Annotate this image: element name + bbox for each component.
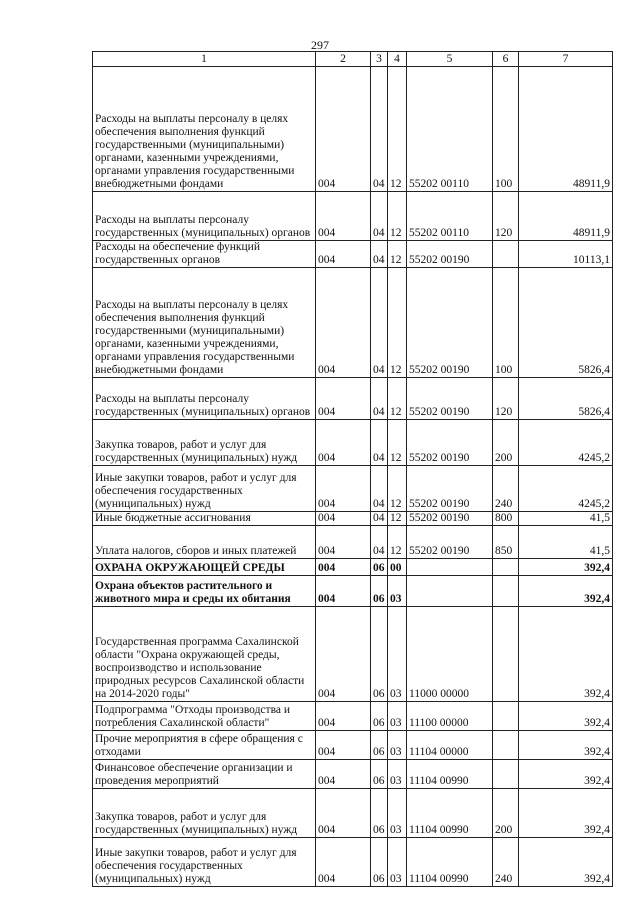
expense-name-cell: Финансовое обеспечение организации и проведения мероприятий	[93, 760, 316, 789]
table-row	[93, 192, 613, 241]
section-code-cell: 04	[371, 268, 388, 378]
expense-name-cell: Иные закупки товаров, работ и услуг для обеспечения государственных (муниципальных) нужд	[93, 838, 316, 887]
department-code-cell: 004	[316, 192, 371, 241]
subsection-code-cell: 00	[388, 559, 407, 576]
amount-cell: 4245,2	[519, 466, 613, 512]
target-article-cell: 55202 00190	[407, 268, 493, 378]
amount-cell: 4245,2	[519, 420, 613, 466]
department-code-cell: 004	[316, 420, 371, 466]
section-code-cell: 04	[371, 466, 388, 512]
expense-name-cell: Иные бюджетные ассигнования	[93, 512, 316, 526]
subsection-code-cell: 12	[388, 378, 407, 420]
department-code-cell: 004	[316, 789, 371, 838]
amount-cell: 392,4	[519, 760, 613, 789]
expense-name-cell: Охрана объектов растительного и животного мира и среды их обитания	[93, 576, 316, 607]
section-code-cell: 06	[371, 576, 388, 607]
table-row	[93, 67, 613, 192]
department-code-cell: 004	[316, 731, 371, 760]
department-code-cell: 004	[316, 760, 371, 789]
subsection-code-cell: 03	[388, 789, 407, 838]
column-header: 5	[407, 52, 493, 67]
section-code-cell: 06	[371, 702, 388, 731]
expense-name-cell: Расходы на выплаты персоналу государственных (муниципальных) органов	[93, 192, 316, 241]
expense-name-cell: Расходы на выплаты персоналу в целях обеспечения выполнения функций государственными (муниципальными) органами, казенными учреждениями, органами управления государственными внебюджетными фондами	[93, 67, 316, 192]
subsection-code-cell: 12	[388, 526, 407, 559]
column-header: 4	[388, 52, 407, 67]
expense-type-cell: 240	[493, 466, 519, 512]
subsection-code-cell: 03	[388, 731, 407, 760]
header-row	[93, 52, 613, 67]
subsection-code-cell: 12	[388, 466, 407, 512]
column-header: 3	[371, 52, 388, 67]
amount-cell: 392,4	[519, 838, 613, 887]
expense-type-cell: 800	[493, 512, 519, 526]
amount-cell: 392,4	[519, 789, 613, 838]
department-code-cell: 004	[316, 607, 371, 702]
table-row	[93, 466, 613, 512]
table-row	[93, 526, 613, 559]
amount-cell: 392,4	[519, 731, 613, 760]
section-code-cell: 04	[371, 420, 388, 466]
subsection-code-cell: 12	[388, 67, 407, 192]
expense-type-cell: 200	[493, 789, 519, 838]
table-row	[93, 241, 613, 268]
table-row	[93, 838, 613, 887]
expense-name-cell: Государственная программа Сахалинской области "Охрана окружающей среды, воспроизводство и использование природных ресурсов Сахалинской области на 2014-2020 годы"	[93, 607, 316, 702]
expense-name-cell: Расходы на выплаты персоналу государственных (муниципальных) органов	[93, 378, 316, 420]
table-row	[93, 731, 613, 760]
target-article-cell: 55202 00190	[407, 420, 493, 466]
section-code-cell: 04	[371, 192, 388, 241]
subsection-code-cell: 03	[388, 576, 407, 607]
department-code-cell: 004	[316, 838, 371, 887]
expense-type-cell	[493, 241, 519, 268]
expense-type-cell	[493, 559, 519, 576]
section-code-cell: 06	[371, 838, 388, 887]
department-code-cell: 004	[316, 559, 371, 576]
amount-cell: 48911,9	[519, 192, 613, 241]
subsection-code-cell: 03	[388, 838, 407, 887]
column-header: 2	[316, 52, 371, 67]
section-code-cell: 06	[371, 789, 388, 838]
subsection-code-cell: 12	[388, 512, 407, 526]
expense-type-cell	[493, 576, 519, 607]
subsection-code-cell: 03	[388, 607, 407, 702]
table-row	[93, 576, 613, 607]
amount-cell: 41,5	[519, 526, 613, 559]
target-article-cell	[407, 576, 493, 607]
amount-cell: 41,5	[519, 512, 613, 526]
expense-type-cell: 100	[493, 67, 519, 192]
department-code-cell: 004	[316, 466, 371, 512]
section-code-cell: 04	[371, 67, 388, 192]
column-header: 7	[519, 52, 613, 67]
section-code-cell: 06	[371, 607, 388, 702]
table-row	[93, 268, 613, 378]
target-article-cell: 11104 00990	[407, 838, 493, 887]
subsection-code-cell: 12	[388, 268, 407, 378]
column-header: 1	[93, 52, 316, 67]
department-code-cell: 004	[316, 378, 371, 420]
subsection-code-cell: 12	[388, 241, 407, 268]
department-code-cell: 004	[316, 241, 371, 268]
expense-name-cell: Закупка товаров, работ и услуг для государственных (муниципальных) нужд	[93, 789, 316, 838]
section-code-cell: 06	[371, 760, 388, 789]
expense-type-cell	[493, 760, 519, 789]
section-code-cell: 04	[371, 241, 388, 268]
expense-name-cell: Иные закупки товаров, работ и услуг для обеспечения государственных (муниципальных) нужд	[93, 466, 316, 512]
target-article-cell: 55202 00190	[407, 466, 493, 512]
subsection-code-cell: 03	[388, 760, 407, 789]
department-code-cell: 004	[316, 526, 371, 559]
table-row	[93, 512, 613, 526]
target-article-cell: 11000 00000	[407, 607, 493, 702]
target-article-cell: 55202 00190	[407, 526, 493, 559]
department-code-cell: 004	[316, 702, 371, 731]
amount-cell: 392,4	[519, 702, 613, 731]
expense-name-cell: Расходы на обеспечение функций государственных органов	[93, 241, 316, 268]
target-article-cell	[407, 559, 493, 576]
expense-type-cell: 200	[493, 420, 519, 466]
target-article-cell: 55202 00110	[407, 192, 493, 241]
page-number: 297	[311, 38, 329, 52]
amount-cell: 392,4	[519, 576, 613, 607]
expense-type-cell: 850	[493, 526, 519, 559]
section-code-cell: 06	[371, 559, 388, 576]
section-code-cell: 04	[371, 526, 388, 559]
department-code-cell: 004	[316, 576, 371, 607]
target-article-cell: 11104 00990	[407, 789, 493, 838]
subsection-code-cell: 12	[388, 192, 407, 241]
amount-cell: 392,4	[519, 559, 613, 576]
target-article-cell: 55202 00110	[407, 67, 493, 192]
table-row	[93, 378, 613, 420]
table-row	[93, 789, 613, 838]
expense-name-cell: Уплата налогов, сборов и иных платежей	[93, 526, 316, 559]
budget-table	[92, 51, 613, 887]
subsection-code-cell: 12	[388, 420, 407, 466]
amount-cell: 5826,4	[519, 268, 613, 378]
expense-name-cell: ОХРАНА ОКРУЖАЮЩЕЙ СРЕДЫ	[93, 559, 316, 576]
department-code-cell: 004	[316, 67, 371, 192]
expense-name-cell: Подпрограмма "Отходы производства и потребления Сахалинской области"	[93, 702, 316, 731]
target-article-cell: 11104 00990	[407, 760, 493, 789]
expense-type-cell	[493, 607, 519, 702]
column-header: 6	[493, 52, 519, 67]
target-article-cell: 11100 00000	[407, 702, 493, 731]
expense-name-cell: Прочие мероприятия в сфере обращения с отходами	[93, 731, 316, 760]
table-row	[93, 760, 613, 789]
expense-type-cell	[493, 731, 519, 760]
expense-name-cell: Закупка товаров, работ и услуг для государственных (муниципальных) нужд	[93, 420, 316, 466]
table-row	[93, 607, 613, 702]
amount-cell: 10113,1	[519, 241, 613, 268]
section-code-cell: 04	[371, 378, 388, 420]
expense-name-cell: Расходы на выплаты персоналу в целях обеспечения выполнения функций государственными (муниципальными) органами, казенными учреждениями, органами управления государственными внебюджетными фондами	[93, 268, 316, 378]
section-code-cell: 06	[371, 731, 388, 760]
expense-type-cell	[493, 702, 519, 731]
department-code-cell: 004	[316, 268, 371, 378]
target-article-cell: 55202 00190	[407, 378, 493, 420]
table-row	[93, 420, 613, 466]
target-article-cell: 55202 00190	[407, 241, 493, 268]
target-article-cell: 55202 00190	[407, 512, 493, 526]
department-code-cell: 004	[316, 512, 371, 526]
expense-type-cell: 240	[493, 838, 519, 887]
expense-type-cell: 100	[493, 268, 519, 378]
amount-cell: 48911,9	[519, 67, 613, 192]
expense-type-cell: 120	[493, 378, 519, 420]
subsection-code-cell: 03	[388, 702, 407, 731]
amount-cell: 5826,4	[519, 378, 613, 420]
table-row	[93, 702, 613, 731]
expense-type-cell: 120	[493, 192, 519, 241]
section-code-cell: 04	[371, 512, 388, 526]
table-row	[93, 559, 613, 576]
target-article-cell: 11104 00000	[407, 731, 493, 760]
amount-cell: 392,4	[519, 607, 613, 702]
